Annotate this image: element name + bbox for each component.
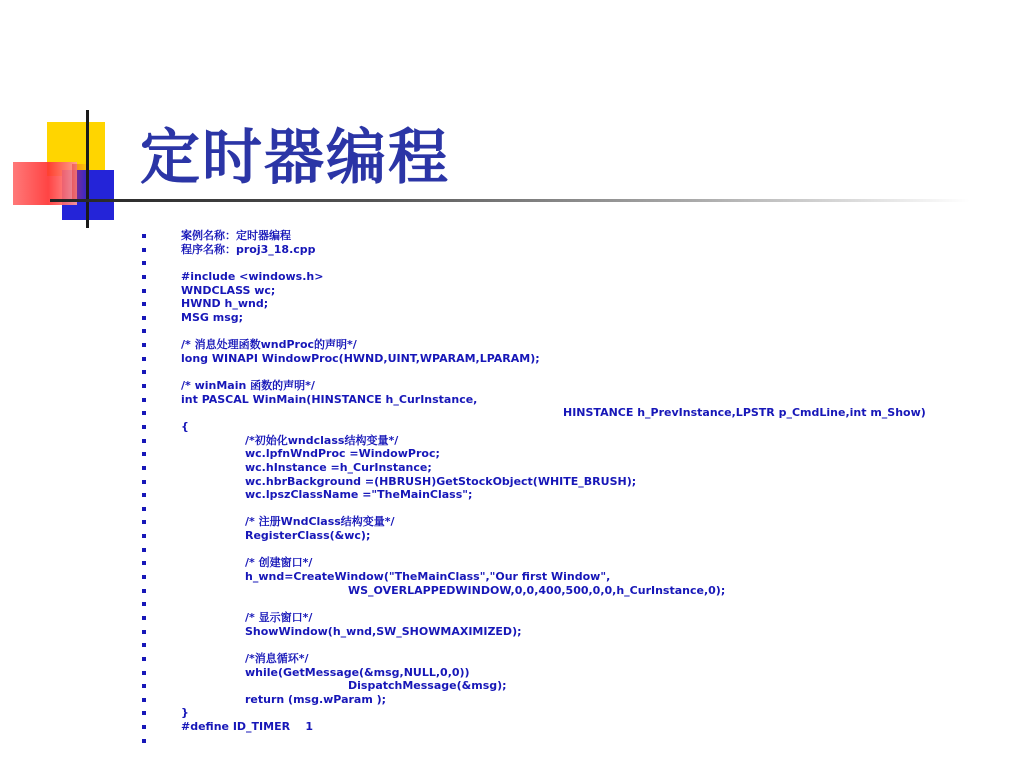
code-line-text: MSG msg; — [181, 310, 244, 324]
code-line-text: 案例名称：定时器编程 — [181, 229, 291, 242]
bullet-icon — [142, 534, 146, 538]
bullet-icon — [142, 439, 146, 443]
code-line-text: HWND h_wnd; — [181, 297, 269, 311]
slide-title: 定时器编程 — [140, 123, 450, 193]
bullet-icon — [142, 248, 146, 252]
code-line-text: int PASCAL WinMain(HINSTANCE h_CurInstance, — [181, 392, 478, 406]
bullet-icon — [142, 630, 146, 634]
bullet-icon — [142, 329, 146, 333]
code-line-text: /* 消息处理函数wndProc的声明*/ — [181, 338, 357, 352]
code-line-text: long WINAPI WindowProc(HWND,UINT,WPARAM,LPARAM); — [181, 351, 540, 365]
bullet-icon — [142, 548, 146, 552]
bullet-icon — [142, 370, 146, 374]
bullet-icon — [142, 561, 146, 565]
bullet-icon — [142, 343, 146, 347]
bullet-icon — [142, 411, 146, 415]
code-line-text: /*消息循环*/ — [245, 651, 309, 665]
code-line-text: return (msg.wParam ); — [245, 692, 387, 706]
bullet-icon — [142, 316, 146, 320]
code-line-text: 程序名称：proj3_18.cpp — [181, 242, 316, 256]
code-line-text: WS_OVERLAPPEDWINDOW,0,0,400,500,0,0,h_CurInstance,0); — [348, 583, 726, 597]
bullet-icon — [142, 398, 146, 402]
bullet-icon — [142, 589, 146, 593]
bullet-icon — [142, 384, 146, 388]
code-line-text: { — [181, 419, 189, 433]
code-line-text: /* 显示窗口*/ — [245, 610, 313, 624]
bullet-icon — [142, 739, 146, 743]
bullet-icon — [142, 275, 146, 279]
bullet-icon — [142, 507, 146, 511]
bullet-icon — [142, 657, 146, 661]
bullet-icon — [142, 575, 146, 579]
bullet-icon — [142, 425, 146, 429]
title-underline-divider — [50, 199, 970, 202]
bullet-icon — [142, 466, 146, 470]
code-line-text: } — [181, 706, 189, 720]
bullet-icon — [142, 684, 146, 688]
code-line-text: /* 创建窗口*/ — [245, 556, 313, 570]
code-line-text: /*初始化wndclass结构变量*/ — [245, 433, 399, 447]
code-line-text: wc.lpszClassName ="TheMainClass"; — [245, 488, 473, 502]
bullet-icon — [142, 520, 146, 524]
bullet-icon — [142, 711, 146, 715]
code-line-text: #include <windows.h> — [181, 269, 324, 283]
code-line-text: /* winMain 函数的声明*/ — [181, 379, 315, 393]
bullet-icon — [142, 493, 146, 497]
bullet-icon — [142, 698, 146, 702]
bullet-icon — [142, 616, 146, 620]
bullet-icon — [142, 725, 146, 729]
code-line-text: WNDCLASS wc; — [181, 283, 276, 297]
bullet-icon — [142, 643, 146, 647]
bullet-icon — [142, 302, 146, 306]
bullet-icon — [142, 234, 146, 238]
code-line-text: HINSTANCE h_PrevInstance,LPSTR p_CmdLine,int m_Show) — [563, 406, 926, 420]
code-line-text: /* 注册WndClass结构变量*/ — [245, 515, 395, 529]
bullet-icon — [142, 452, 146, 456]
code-line-text: while(GetMessage(&msg,NULL,0,0)) — [245, 665, 470, 679]
code-line-text: h_wnd=CreateWindow("TheMainClass","Our first Window", — [245, 570, 611, 584]
bullet-icon — [142, 480, 146, 484]
code-line-text: ShowWindow(h_wnd,SW_SHOWMAXIMIZED); — [245, 624, 522, 638]
code-line-text: wc.hInstance =h_CurInstance; — [245, 460, 432, 474]
code-line-text: wc.lpfnWndProc =WindowProc; — [245, 447, 440, 461]
code-line-text: wc.hbrBackground =(HBRUSH)GetStockObject(WHITE_BRUSH); — [245, 474, 637, 488]
bullet-icon — [142, 671, 146, 675]
code-line-text: RegisterClass(&wc); — [245, 529, 371, 543]
code-line-text: #define ID_TIMER 1 — [181, 720, 314, 734]
title-decoration-vertical-line — [86, 110, 89, 228]
bullet-icon — [142, 289, 146, 293]
bullet-icon — [142, 602, 146, 606]
bullet-icon — [142, 357, 146, 361]
bullet-icon — [142, 261, 146, 265]
code-line-text: DispatchMessage(&msg); — [348, 679, 507, 693]
